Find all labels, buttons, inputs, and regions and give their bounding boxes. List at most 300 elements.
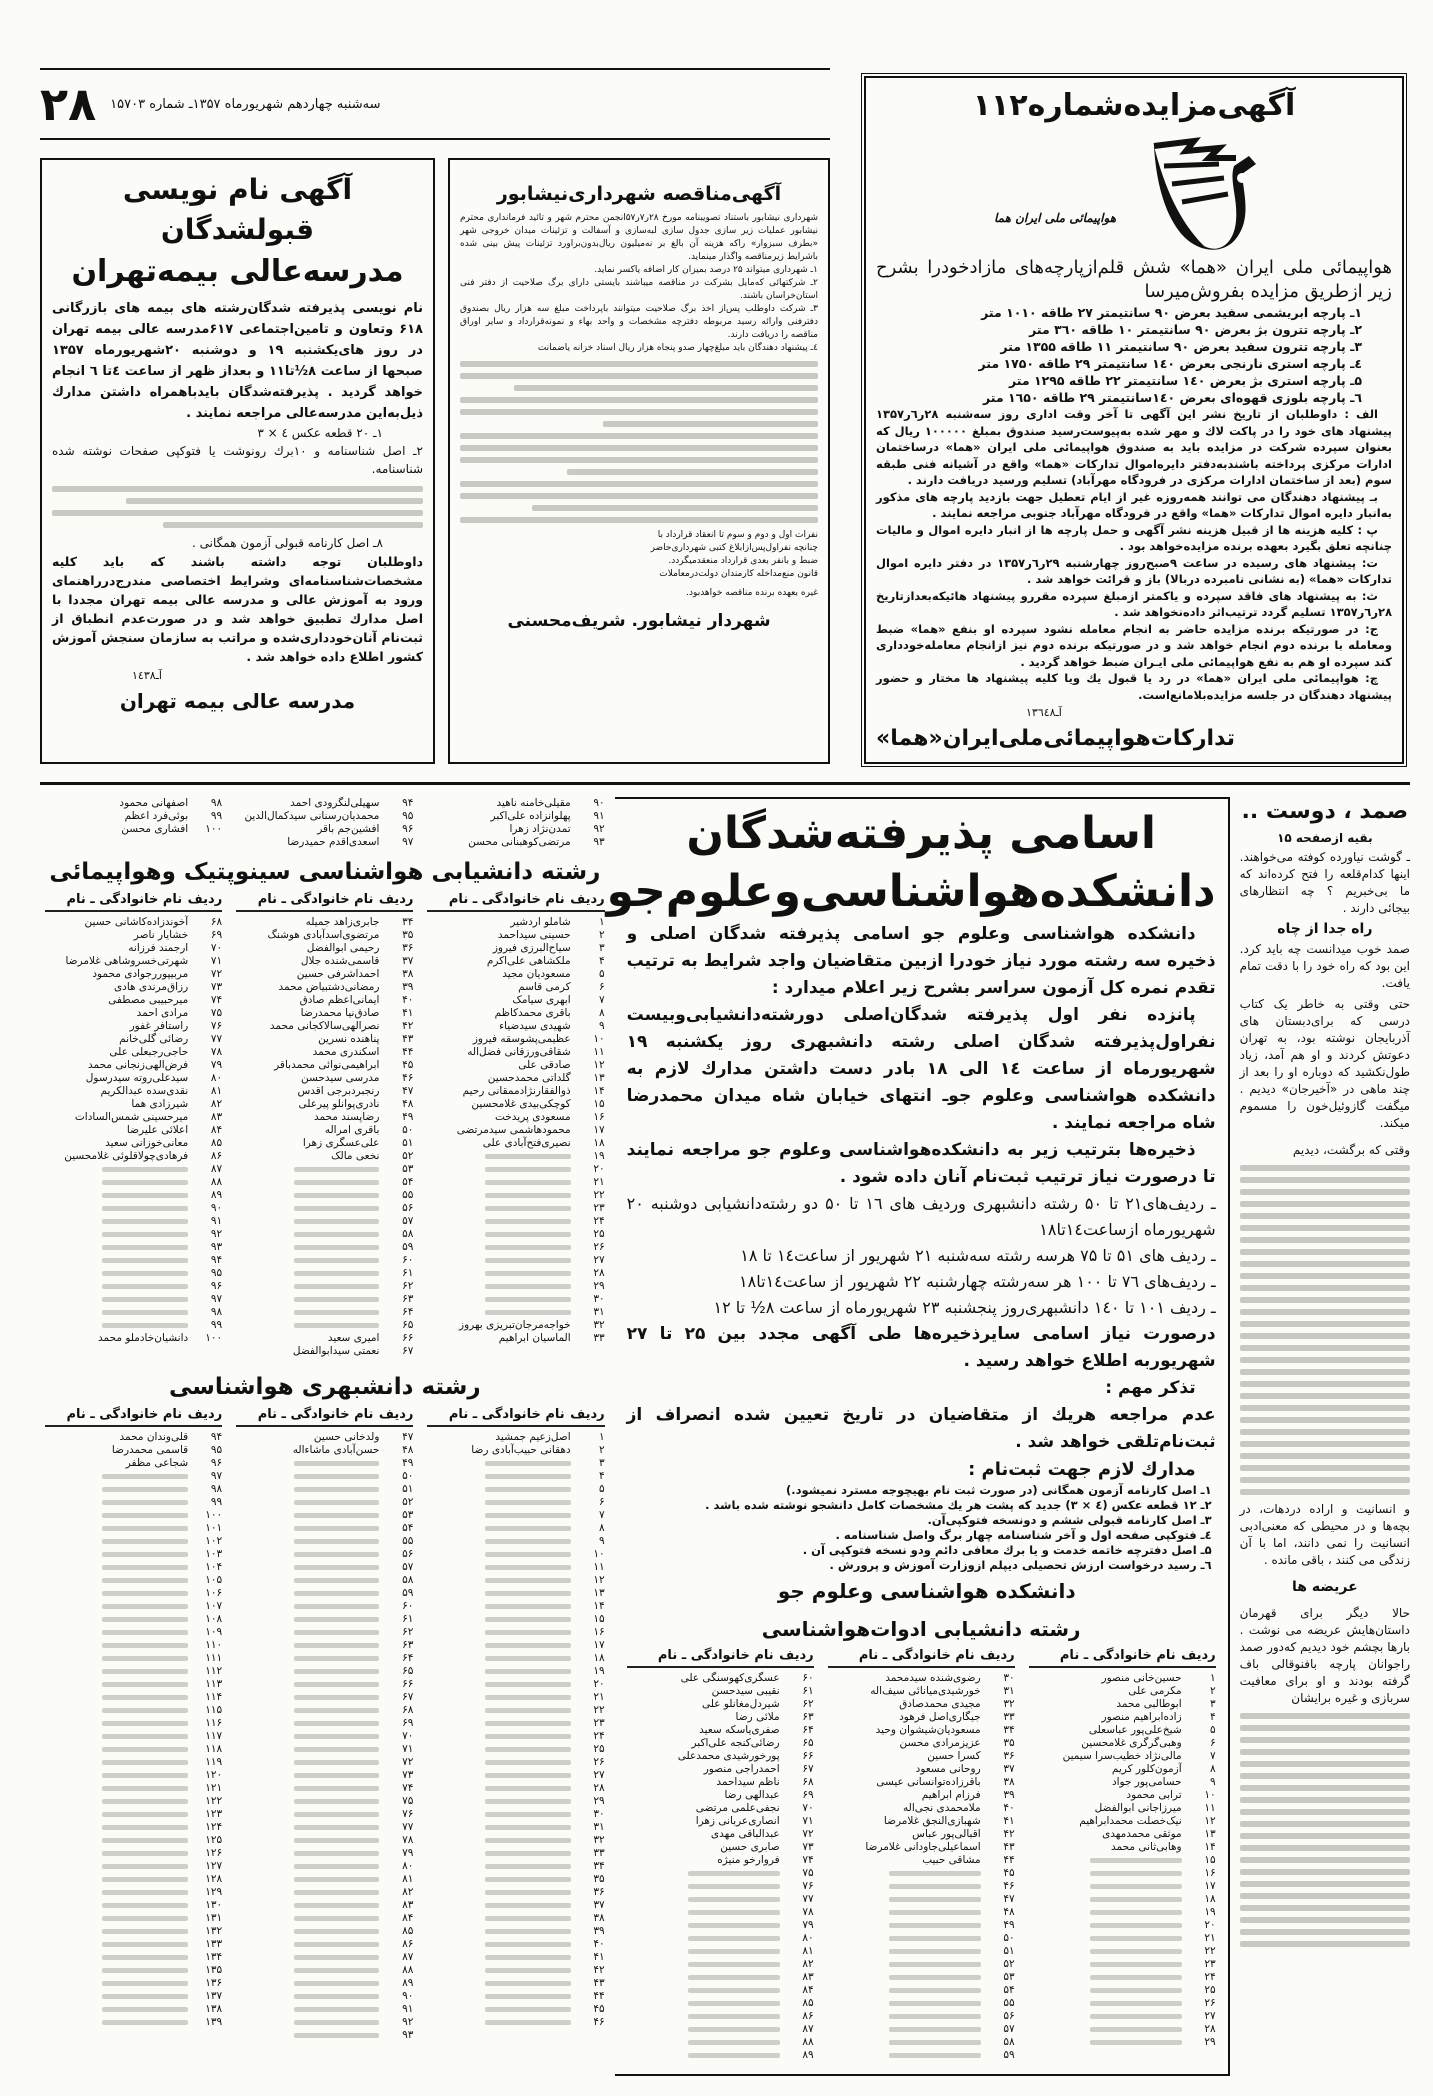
unread-name [102, 1721, 188, 1726]
row-number: ۵۶ [402, 1202, 414, 1214]
row-number: ۲۶ [593, 1241, 605, 1253]
list-row [236, 1150, 413, 1163]
row-number: ۱۱۹ [205, 1756, 223, 1768]
row-name [1029, 1854, 1182, 1867]
row-name [627, 2049, 780, 2062]
unread-name [294, 1219, 380, 1224]
row-number: ۶۶ [402, 1678, 414, 1690]
unread-name [102, 1825, 188, 1830]
list-row [45, 1007, 222, 1020]
row-name [427, 1691, 570, 1704]
row-name [236, 1821, 379, 1834]
unread-name [485, 1604, 571, 1609]
list-column [236, 1406, 413, 2042]
unread-name [1090, 2001, 1182, 2006]
list-row [45, 1124, 222, 1137]
row-number: ۵۳ [402, 1163, 414, 1175]
row-number: ۱۵ [593, 1098, 605, 1110]
row-name [45, 1228, 188, 1241]
row-number: ۵ [1210, 1724, 1216, 1736]
row-number: ۳۴ [402, 916, 414, 928]
row-name: مرادی احمد [136, 1007, 189, 1019]
row-name [427, 1717, 570, 1730]
row-number: ۱۰۶ [205, 1587, 223, 1599]
row-name [427, 1535, 570, 1548]
row-name [45, 1938, 188, 1951]
unread-name [294, 1578, 380, 1583]
row-number: ۹۵ [210, 1444, 223, 1456]
row-number: ۹۰ [402, 1990, 414, 2002]
row-name: شیردل‌مغانلو علی [702, 1698, 780, 1710]
row-number: ۱۱۳ [205, 1678, 223, 1690]
row-number: ۶۴ [402, 1306, 414, 1318]
row-name [45, 1756, 188, 1769]
row-number: ۹۹ [210, 810, 223, 822]
article-subhead: راه جدا از چاه [1277, 921, 1373, 937]
list-row [1029, 1776, 1216, 1789]
unread-name [1090, 2027, 1182, 2032]
row-number: ۵۱ [402, 1483, 414, 1495]
row-number: ۱۰۰ [205, 823, 223, 835]
row-number: ۱۲۸ [205, 1873, 223, 1885]
article-paragraph: صمد خوب میدانست چه باید کرد. این بود که راه خود را با دقت تمام یافت. [1239, 942, 1410, 990]
row-number: ۸۲ [402, 1886, 414, 1898]
row-name [427, 1470, 570, 1483]
unread-name [688, 1897, 780, 1902]
list-row [427, 1574, 604, 1587]
unread-name [485, 1981, 571, 1986]
row-name: رنجبردبرجی اقدس [297, 1085, 380, 1097]
row-name [236, 1925, 379, 1938]
row-name [45, 1834, 188, 1847]
unread-name [485, 1167, 571, 1172]
list-row [236, 1111, 413, 1124]
row-number: ۹۷ [402, 836, 414, 848]
row-name [828, 1893, 981, 1906]
list-row [427, 2003, 604, 2016]
top-left-area [40, 60, 830, 764]
unread-name [485, 1760, 571, 1765]
ad-signature: دانشکده هواشناسی وعلوم جو [777, 1579, 1076, 1603]
list-row [427, 1124, 604, 1137]
list-row [45, 1306, 222, 1319]
list-row [45, 1020, 222, 1033]
row-number: ۵۲ [402, 1150, 414, 1162]
row-number: ۷۴ [802, 1854, 814, 1866]
header-bottom-rule [40, 138, 830, 140]
list-row [45, 1085, 222, 1098]
unread-name [1090, 2040, 1182, 2045]
row-name [236, 1782, 379, 1795]
row-number: ۸۰ [402, 1860, 414, 1872]
unread-name [294, 1565, 380, 1570]
unread-name [485, 1552, 571, 1557]
unread-name [102, 1643, 188, 1648]
row-number: ۹ [1210, 1776, 1216, 1788]
unread-name [102, 1271, 188, 1276]
row-name [427, 1821, 570, 1834]
unread-name [294, 1245, 380, 1250]
list-row [1029, 1919, 1216, 1932]
row-number: ۳۸ [593, 1912, 605, 1924]
row-name [45, 1509, 188, 1522]
row-name [45, 1665, 188, 1678]
row-number: ۳۶ [1003, 1750, 1015, 1762]
list-row [236, 1717, 413, 1730]
row-number: ۴۴ [1003, 1854, 1015, 1866]
row-name: مشاقی حبیب [922, 1854, 981, 1866]
row-name: نصرالهی‌سالاکجانی محمد [269, 1020, 380, 1032]
row-number: ۱۳۸ [205, 2003, 223, 2015]
row-number: ۹۸ [210, 1306, 223, 1318]
row-number: ۸۲ [802, 1958, 814, 1970]
ad-body: نام نویسی پذیرفته شدگان‌رشته های بیمه های بازرگانی ۶۱۸ وتعاون و تامین‌اجتماعی ۶۱۷مدرسه عالی بیمه تهران در روز های‌یکشنبه ۱۹ و دوشنبه ۲۰شهریورماه ۱۳۵۷ صبحها از ساعت ۸½تا۱۱ و بعداز ظهر از ساعت ٤تا ٦ انجام خواهد گردید . پذیرفته‌شدگان بایدباهمراه داشتن مدارك ذیل‌به‌این مدرسه‌عالی مراجعه نمایند . [52, 301, 423, 421]
row-number: ۱۰۷ [205, 1600, 223, 1612]
row-number: ۱۳۶ [205, 1977, 223, 1989]
list-row [236, 1306, 413, 1319]
ad-paragraph: درصورت نیاز اسامی سایرذخیره‌ها طی آگهی مجدد بین ۲۵ تا ۲۷ شهریوربه اطلاع خواهد رسید . [626, 1324, 1216, 1371]
list-row [1029, 2010, 1216, 2023]
row-name: مقیلی‌خامنه ناهید [496, 797, 571, 809]
row-name [45, 1319, 188, 1332]
row-number: ۱۱ [1204, 1802, 1216, 1814]
row-name [427, 1652, 570, 1665]
row-name: اسعدی‌اقدم حمیدرضا [287, 836, 380, 848]
list-row [236, 1990, 413, 2003]
unread-name [889, 1897, 981, 1902]
list-column [45, 1406, 222, 2029]
row-number: ۴۹ [402, 1111, 414, 1123]
unread-name [889, 1871, 981, 1876]
row-number: ۱۳۵ [205, 1964, 223, 1976]
unread-name [102, 1773, 188, 1778]
row-number: ۴۹ [402, 1457, 414, 1469]
unread-name [102, 1297, 188, 1302]
daneshbari-list [45, 1406, 605, 2042]
nishabur-tender-ad [448, 158, 830, 764]
list-row [427, 1600, 604, 1613]
unread-name [485, 1232, 571, 1237]
row-name [45, 1990, 188, 2003]
row-name [427, 2003, 570, 2016]
unread-name [688, 2040, 780, 2045]
continued-from: بقیه ازصفحه ۱۵ [1277, 831, 1373, 845]
article-subhead: عریضه ها [1291, 1579, 1358, 1595]
auction-item: ۳ـ پارچه تترون سفید بعرض ۹۰ سانتیمتر ۱۱ طاقه ۱۳۵۵ متر [1000, 339, 1362, 354]
row-name: گلداتی محمدحسین [487, 1072, 571, 1084]
row-name [236, 1990, 379, 2003]
row-number: ۱۰۸ [205, 1613, 223, 1625]
row-number: ۸۹ [210, 1189, 223, 1201]
row-number: ۷۸ [802, 1906, 814, 1918]
row-name [427, 1561, 570, 1574]
row-number: ۳۷ [593, 1899, 605, 1911]
list-column-header [828, 1647, 1015, 1668]
unread-name [1090, 1910, 1182, 1915]
list-row [236, 1847, 413, 1860]
list-row [45, 1691, 222, 1704]
list-row [236, 1293, 413, 1306]
list-row [45, 1457, 222, 1470]
unread-name [294, 1310, 380, 1315]
list-column [1029, 1647, 1216, 2049]
list-row [236, 1730, 413, 1743]
article-paragraph: ـ گوشت نیاورده کوفته می‌خواهند. اینها کدام‌قلعه را فتح کرده‌اند که ما بی‌خبریم ؟ چه انتظارهای بیجائی دارند . [1239, 850, 1410, 915]
row-number: ۵۰ [402, 1470, 414, 1482]
row-number: ۴۷ [402, 1085, 414, 1097]
row-name [427, 1574, 570, 1587]
row-number: ۸۴ [802, 1984, 814, 1996]
row-name: ذوالفقارنژادممقانی رحیم [462, 1085, 571, 1097]
row-number: ۹۰ [593, 797, 605, 809]
row-number: ۲۷ [1204, 2010, 1216, 2022]
list-row [45, 968, 222, 981]
list-row [627, 1776, 814, 1789]
unread-name [294, 1760, 380, 1765]
row-name [45, 1730, 188, 1743]
row-name [236, 1691, 379, 1704]
list-row [1029, 1945, 1216, 1958]
list-row [45, 1886, 222, 1899]
list-row [45, 1189, 222, 1202]
list-row [627, 1698, 814, 1711]
row-name [427, 1496, 570, 1509]
row-name [427, 1782, 570, 1795]
unread-name [294, 1682, 380, 1687]
row-name: ابراهیمی‌نوائی محمدباقر [274, 1059, 380, 1071]
row-name [45, 1782, 188, 1795]
list-row [45, 1176, 222, 1189]
row-number: ۲۰ [1204, 1919, 1216, 1931]
row-name: شهرتی‌خسروشاهی غلامرضا [65, 955, 189, 967]
ad-code: آـ۱٤۳۸ [132, 669, 162, 682]
row-name [627, 2023, 780, 2036]
list-row [45, 1059, 222, 1072]
list-row [236, 1280, 413, 1293]
ad-item: ضبط و بانفر بعدی قرارداد منعقدمیگردد. [668, 556, 818, 566]
row-name: امیری سعید [327, 1332, 380, 1344]
row-number: ۷۶ [210, 1020, 223, 1032]
row-name: ملامحمدی نجی‌اله [903, 1802, 981, 1814]
row-number: ۷۳ [802, 1841, 814, 1853]
unread-name [485, 1180, 571, 1185]
row-name: اسماعیلی‌جاودانی غلامرضا [865, 1841, 981, 1853]
list-row [427, 1176, 604, 1189]
row-number: ۲۲ [1204, 1945, 1216, 1957]
row-number: ۲۵ [593, 1743, 605, 1755]
column-header-name: نام خانوادگی ـ نام [1059, 1648, 1176, 1663]
unread-name [294, 1617, 380, 1622]
unread-name [485, 1994, 571, 1999]
list-row [45, 1483, 222, 1496]
list-row [627, 1750, 814, 1763]
row-name [45, 1626, 188, 1639]
list-row [45, 1228, 222, 1241]
list-row [828, 1789, 1015, 1802]
row-name [427, 1241, 570, 1254]
list-row [236, 1782, 413, 1795]
row-number: ۸ [599, 1007, 605, 1019]
row-name [45, 1600, 188, 1613]
unread-name [889, 1988, 981, 1993]
row-number: ۳۷ [1003, 1763, 1015, 1775]
row-name [627, 1997, 780, 2010]
row-name [236, 1756, 379, 1769]
column-header-number: ردیف [779, 1648, 814, 1663]
row-name [236, 1899, 379, 1912]
row-number: ۸۸ [802, 2036, 814, 2048]
ad-item: ۱ـ ۲۰ قطعه عکس ٤ × ۳ [257, 426, 383, 440]
row-number: ۷۰ [402, 1730, 414, 1742]
row-name [828, 1945, 981, 1958]
row-name [45, 1886, 188, 1899]
row-number: ۹۶ [210, 1280, 223, 1292]
unread-name [294, 1929, 380, 1934]
row-name [236, 1202, 379, 1215]
list-row [427, 955, 604, 968]
row-name [1029, 1971, 1182, 1984]
unread-name [294, 2020, 380, 2025]
list-row [427, 823, 604, 836]
unread-name [485, 1565, 571, 1570]
logo-text: هواپیمائی ملی ایران هما [993, 211, 1117, 225]
row-name: مرتضی‌کوهبنانی محسن [468, 836, 571, 848]
row-name [236, 2029, 379, 2042]
unread-name [102, 1167, 188, 1172]
unread-name [485, 1630, 571, 1635]
list-row [45, 1977, 222, 1990]
unread-name [485, 1271, 571, 1276]
list-row [828, 1763, 1015, 1776]
unread-name [102, 1193, 188, 1198]
row-name [45, 1652, 188, 1665]
list-row [236, 1652, 413, 1665]
list-row [1029, 1763, 1216, 1776]
list-row [236, 1964, 413, 1977]
row-name: اصل‌زعیم جمشید [495, 1431, 571, 1443]
row-number: ۱۰۱ [205, 1522, 223, 1534]
unread-name [485, 1786, 571, 1791]
list-row [828, 1854, 1015, 1867]
list-row [627, 1724, 814, 1737]
required-document: ۳ـ اصل کارنامه قبولی ششم و دونسخه فتوکپی‌آن. [927, 1513, 1212, 1527]
unread-name [294, 1994, 380, 1999]
row-number: ۷۴ [402, 1782, 414, 1794]
list-row [427, 1717, 604, 1730]
list-row [45, 1808, 222, 1821]
list-row [627, 1932, 814, 1945]
list-row [236, 1912, 413, 1925]
schedule-item: ـ ردیف‌های۲۱ تا ۵۰ رشته دانشبهری وردیف های ۱٦ تا ۵۰ دو رشته‌دانشیابی دوشنبه ۲۰ شهریورماه ازساعت۱٤تا۱۸ [626, 1194, 1216, 1239]
row-number: ۲۵ [593, 1228, 605, 1240]
row-number: ۵۷ [402, 1215, 414, 1227]
row-name [236, 1769, 379, 1782]
row-name [236, 1743, 379, 1756]
unread-name [102, 1734, 188, 1739]
list-row [236, 1483, 413, 1496]
list-row [1029, 1698, 1216, 1711]
unread-name [688, 2027, 780, 2032]
list-row [45, 1821, 222, 1834]
list-row [627, 1672, 814, 1685]
unread-name [102, 1206, 188, 1211]
list-row [427, 1821, 604, 1834]
side-column-article [1240, 797, 1410, 1953]
row-name [45, 1548, 188, 1561]
row-name: مدرسی سیدحسن [301, 1072, 380, 1084]
list-row [427, 994, 604, 1007]
row-number: ۸۱ [210, 1085, 223, 1097]
unread-name [102, 1474, 188, 1479]
row-number: ۹۹ [210, 1319, 223, 1331]
row-name [427, 1678, 570, 1691]
list-row [1029, 1724, 1216, 1737]
list-row [427, 1535, 604, 1548]
list-row [828, 1984, 1015, 1997]
unread-name [485, 1773, 571, 1778]
list-row [1029, 1789, 1216, 1802]
list-row [427, 1730, 604, 1743]
list-row [236, 1163, 413, 1176]
list-row [1029, 1958, 1216, 1971]
list-row [627, 1737, 814, 1750]
row-name: عظیمی‌پشوسقه فیروز [472, 1033, 571, 1045]
row-number: ۷۱ [210, 955, 223, 967]
row-name: ارجمند فرزانه [128, 942, 189, 954]
row-name: صفری‌یاسکه سعید [699, 1724, 780, 1736]
list-row [236, 1535, 413, 1548]
notice-text: عدم مراجعه هریك از متقاضیان در تاریخ تعیین شده انصراف از ثبت‌نام‌تلقی خواهد شد . [626, 1405, 1216, 1452]
row-number: ۲۷ [593, 1254, 605, 1266]
row-number: ۱۳ [1204, 1828, 1216, 1840]
list-row [45, 1756, 222, 1769]
row-number: ۴۲ [593, 1964, 605, 1976]
unread-name [102, 1258, 188, 1263]
auction-item: ۱ـ پارچه ابریشمی سفید بعرض ۹۰ سانتیمتر ۲۷ طاقه ۱۰۱۰ متر [981, 305, 1362, 320]
headline: اسامی پذیرفته‌شدگان [686, 808, 1156, 859]
ad-title: آگهی‌مزایده‌شماره۱۱۲ [972, 88, 1296, 123]
row-name: صادقی علی [518, 1059, 571, 1071]
list-row [1029, 1854, 1216, 1867]
unread-name [294, 1526, 380, 1531]
unread-name [294, 1786, 380, 1791]
required-document: ۲ـ ۱۲ قطعه عکس (٤ × ۳) جدید که پشت هر یك مشخصات کامل دانشجو نوشته شده باشد . [705, 1498, 1212, 1512]
row-number: ۱۵ [593, 1613, 605, 1625]
row-name [236, 1834, 379, 1847]
list-row [828, 1724, 1015, 1737]
row-number: ۷۹ [802, 1919, 814, 1931]
row-number: ۳۸ [1003, 1776, 1015, 1788]
row-number: ۲۸ [1204, 2023, 1216, 2035]
list-row [427, 968, 604, 981]
row-number: ۱۹ [1204, 1906, 1216, 1918]
row-name [236, 1163, 379, 1176]
row-number: ۱۹ [593, 1150, 605, 1162]
row-number: ۶۷ [402, 1691, 414, 1703]
column-header-number: ردیف [187, 892, 223, 907]
row-name [45, 1535, 188, 1548]
list-row [427, 1938, 604, 1951]
row-number: ۲۲ [593, 1704, 605, 1716]
row-number: ۸۸ [402, 1964, 414, 1976]
row-number: ۲۱ [593, 1691, 605, 1703]
unread-name [294, 1812, 380, 1817]
unread-name [102, 1916, 188, 1921]
row-number: ۶۸ [802, 1776, 814, 1788]
row-number: ۸۱ [402, 1873, 414, 1885]
row-name: قلی‌وندان محمد [119, 1431, 189, 1443]
list-row [45, 1834, 222, 1847]
